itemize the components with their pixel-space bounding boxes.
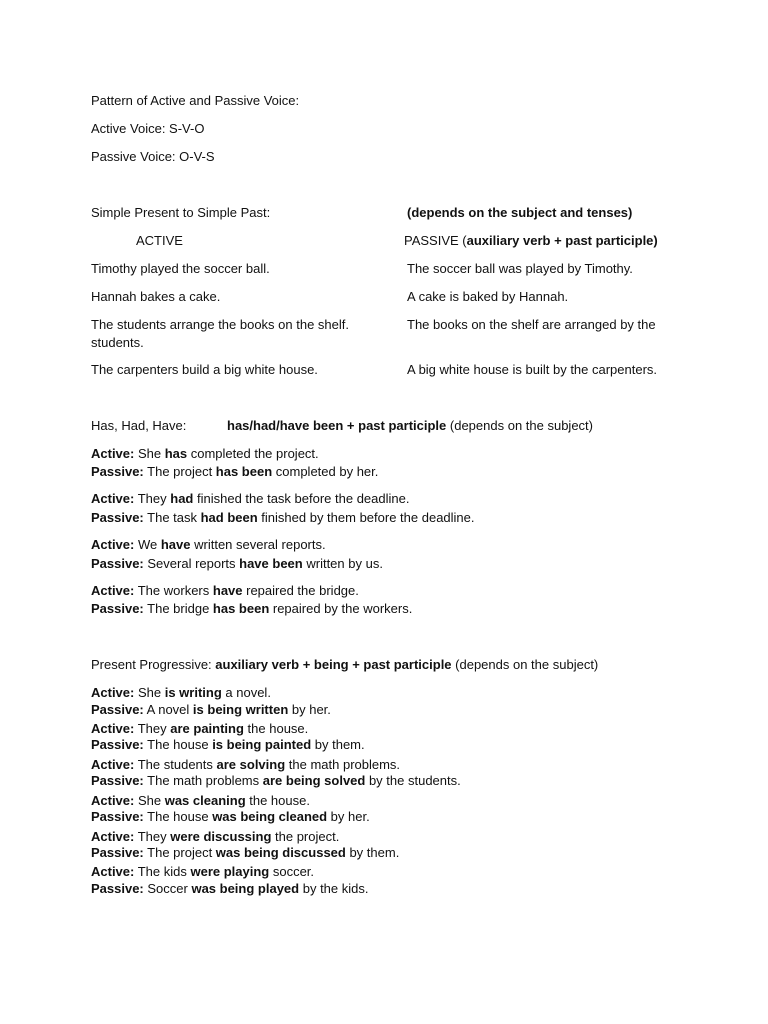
text: The students [134,757,217,772]
verb: are painting [170,721,244,736]
text: repaired by the workers. [269,601,413,616]
text: Several reports [143,556,240,571]
progressive-active-3 [91,757,400,773]
progressive-passive-2 [91,737,365,753]
active-header: ACTIVE [136,233,183,248]
perfect-rule-bold: has/had/have been + past participle [227,418,447,433]
verb: was being discussed [215,845,346,860]
simple-active-3: The students arrange the books on the shelf. [91,317,350,332]
text: finished by them before the deadline. [257,510,475,525]
perfect-passive-1 [91,464,378,480]
text: The math problems [143,773,263,788]
perfect-passive-3 [91,556,383,572]
active-label: Active: [91,864,135,879]
perfect-active-3 [91,537,326,553]
passive-header [404,233,658,249]
verb: was cleaning [164,793,246,808]
perfect-passive-4 [91,601,412,617]
verb: have been [239,556,303,571]
text: The bridge [143,601,213,616]
simple-passive-3: The books on the shelf are arranged by the [407,317,656,332]
active-label: Active: [91,757,135,772]
progressive-label: Present Progressive: [91,657,216,672]
simple-passive-1: The soccer ball was played by Timothy. [407,261,633,276]
passive-label: Passive: [91,601,144,616]
perfect-label: Has, Had, Have: [91,418,187,433]
verb: is writing [164,685,222,700]
passive-header-rule: auxiliary verb + past participle) [466,233,658,248]
text: by them. [345,845,400,860]
text: a novel. [221,685,271,700]
verb: have [160,537,191,552]
text: The kids [134,864,191,879]
active-label: Active: [91,793,135,808]
progressive-passive-1 [91,702,331,718]
passive-label: Passive: [91,702,144,717]
verb: were discussing [170,829,272,844]
text: finished the task before the deadline. [193,491,410,506]
active-label: Active: [91,721,135,736]
text: They [134,721,171,736]
text: The house [143,737,213,752]
verb: has been [212,601,270,616]
progressive-passive-5 [91,845,399,861]
progressive-heading [91,657,598,673]
progressive-active-5 [91,829,339,845]
verb: had [170,491,194,506]
verb: is being written [192,702,289,717]
text: They [134,491,171,506]
passive-label: Passive: [91,510,144,525]
active-label: Active: [91,491,135,506]
text: She [134,446,165,461]
text: written by us. [302,556,383,571]
simple-passive-2: A cake is baked by Hannah. [407,289,569,304]
verb: has been [215,464,273,479]
progressive-active-2 [91,721,308,737]
active-label: Active: [91,537,135,552]
perfect-rule-rest: (depends on the subject) [446,418,593,433]
passive-label: Passive: [91,845,144,860]
active-voice-pattern: Active Voice: S-V-O [91,121,205,136]
text: The project [143,464,216,479]
text: the house. [245,793,310,808]
text: The house [143,809,213,824]
progressive-passive-3 [91,773,461,789]
text: The workers [134,583,213,598]
text: by them. [311,737,365,752]
text: A novel [143,702,193,717]
verb: have [212,583,243,598]
text: by her. [327,809,370,824]
simple-active-4: The carpenters build a big white house. [91,362,318,377]
simple-heading: Simple Present to Simple Past: [91,205,271,220]
progressive-passive-4 [91,809,370,825]
progressive-passive-6 [91,881,368,897]
perfect-passive-2 [91,510,475,526]
active-label: Active: [91,829,135,844]
active-label: Active: [91,685,135,700]
passive-voice-pattern: Passive Voice: O-V-S [91,149,215,164]
perfect-active-2 [91,491,409,507]
verb: are solving [216,757,286,772]
simple-note: (depends on the subject and tenses) [407,205,633,220]
text: the project. [271,829,340,844]
perfect-active-1 [91,446,319,462]
passive-label: Passive: [91,464,144,479]
text: She [134,793,165,808]
text: written several reports. [190,537,326,552]
verb: is being painted [212,737,312,752]
text: The task [143,510,201,525]
text: The project [143,845,216,860]
text: soccer. [269,864,315,879]
pattern-title: Pattern of Active and Passive Voice: [91,93,300,108]
progressive-rule-rest: (depends on the subject) [451,657,599,672]
verb: was being played [191,881,300,896]
text: the math problems. [285,757,401,772]
verb: had been [200,510,258,525]
simple-active-2: Hannah bakes a cake. [91,289,221,304]
text: by the kids. [299,881,369,896]
passive-label: Passive: [91,737,144,752]
verb: has [164,446,188,461]
progressive-active-1 [91,685,271,701]
text: the house. [243,721,309,736]
passive-label: Passive: [91,556,144,571]
text: repaired the bridge. [242,583,359,598]
passive-label: Passive: [91,809,144,824]
text: She [134,685,165,700]
text: completed by her. [272,464,379,479]
passive-label: Passive: [91,773,144,788]
perfect-active-4 [91,583,359,599]
text: by the students. [365,773,461,788]
verb: are being solved [262,773,366,788]
text: by her. [288,702,331,717]
simple-wrap: students. [91,335,144,350]
verb: were playing [190,864,270,879]
text: They [134,829,171,844]
perfect-rule [227,418,593,434]
active-label: Active: [91,446,135,461]
simple-active-1: Timothy played the soccer ball. [91,261,270,276]
simple-passive-4: A big white house is built by the carpenters. [407,362,658,377]
text: completed the project. [187,446,319,461]
progressive-rule-bold: auxiliary verb + being + past participle [215,657,452,672]
verb: was being cleaned [212,809,328,824]
progressive-active-4 [91,793,310,809]
text: Soccer [143,881,192,896]
passive-header-prefix: PASSIVE ( [404,233,467,248]
progressive-active-6 [91,864,314,880]
active-label: Active: [91,583,135,598]
text: We [134,537,161,552]
passive-label: Passive: [91,881,144,896]
